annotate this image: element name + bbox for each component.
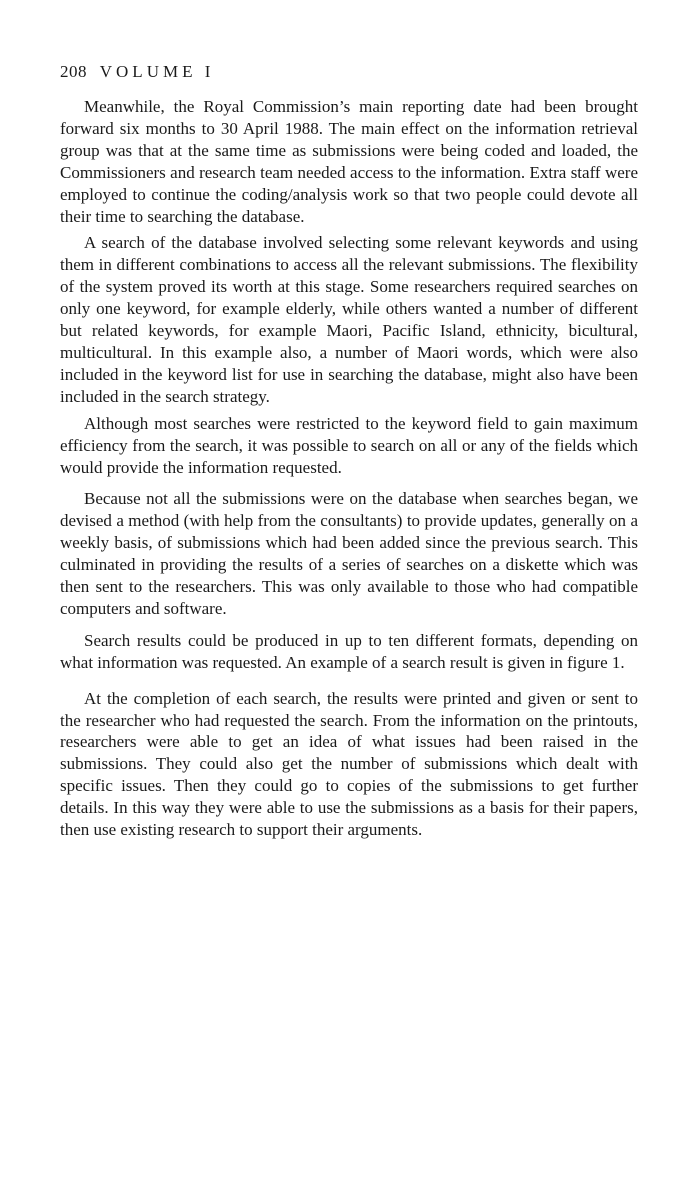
paragraph-result-formats: Search results could be produced in up to ten different formats, depending on what information was requested. An example of a search result is given in figure 1.: [60, 630, 638, 672]
paragraph-reporting-date: Meanwhile, the Royal Commission’s main reporting date had been brought forward six months to 30 April 1988. The main effect on the information retrieval group was that at the same time as submissions were being coded and loaded, the Commissioners and research team needed access to the information. Extra staff were employed to continue the coding/analysis work so that two people could devote all their time to searching the database.: [60, 97, 638, 226]
paragraph-keyword-field: Although most searches were restricted to the keyword field to gain maximum efficiency from the search, it was possible to search on all or any of the fields which would provide the information requested.: [60, 413, 638, 477]
running-head: [60, 60, 638, 84]
paragraph-printouts: At the completion of each search, the results were printed and given or sent to the researcher who had requested the search. From the information on the printouts, researchers were able to get an idea of what issues had been raised in the submissions. They could also get the number of submissions which dealt with specific issues. Then they could go to copies of the submissions to get further details. In this way they were able to use the submissions as a basis for their papers, then use existing research to support their arguments.: [60, 688, 638, 840]
paragraph-updates: Because not all the submissions were on the database when searches began, we devised a method (with help from the consultants) to provide updates, generally on a weekly basis, of submissions which had been added since the previous search. This culminated in providing the results of a series of searches on a diskette which was then sent to the researchers. This was only available to those who had compatible computers and software.: [60, 489, 638, 618]
page: [60, 60, 638, 841]
paragraph-database-search: A search of the database involved selecting some relevant keywords and using them in different combinations to access all the relevant submissions. The flexibility of the system proved its worth at this stage. Some researchers required searches on only one keyword, for example elderly, while others wanted a number of different but related keywords, for example Maori, Pacific Island, ethnicity, bicultural, multicultural. In this example also, a number of Maori words, which were also included in the keyword list for use in searching the database, might also have been included in the search strategy.: [60, 233, 638, 406]
page-number: 208: [60, 62, 87, 81]
running-title: VOLUME I: [99, 62, 215, 81]
